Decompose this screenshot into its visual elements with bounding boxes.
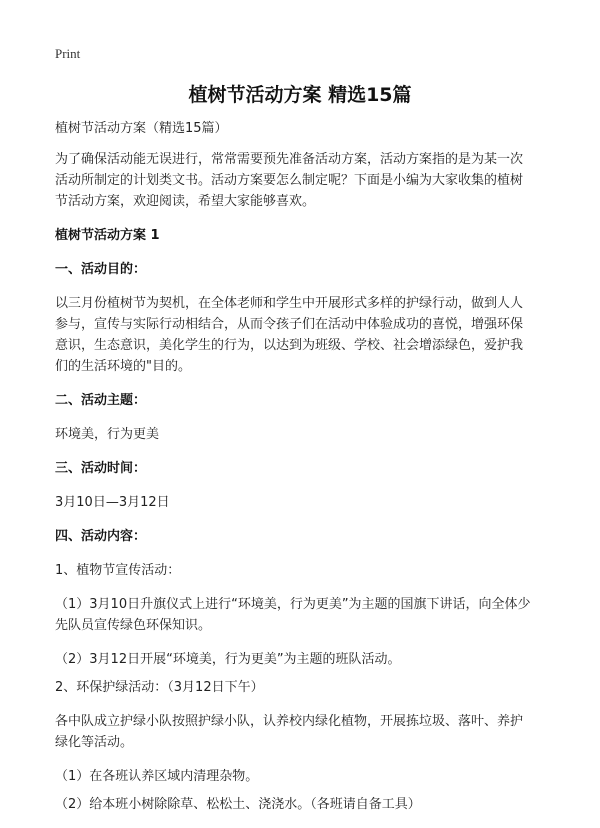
intro-paragraph xyxy=(55,149,565,212)
item2-description xyxy=(55,711,565,753)
intro-line: 活动所制定的计划类文书。活动方案要怎么制定呢？下面是小编为大家收集的植树 xyxy=(55,173,524,188)
document-title: 植树节活动方案 精选15篇 xyxy=(188,84,412,106)
item1-title: 1、植物节宣传活动： xyxy=(55,563,181,578)
item2-desc-line: 绿化等活动。 xyxy=(55,735,134,750)
purpose-paragraph xyxy=(55,293,565,377)
time-heading: 三、活动时间： xyxy=(55,461,147,476)
item1-sub2: （2）3月12日开展“环境美，行为更美”为主题的班队活动。 xyxy=(55,652,401,667)
item1-sub1 xyxy=(55,594,565,636)
item2-sub1: （1）在各班认养区域内清理杂物。 xyxy=(55,769,259,784)
purpose-line: 意识，生态意识，美化学生的行为，以达到为班级、学校、社会增添绿色，爱护我 xyxy=(55,338,524,353)
section-heading: 植树节活动方案 1 xyxy=(55,228,160,243)
purpose-line: 参与，宣传与实际行动相结合，从而令孩子们在活动中体验成功的喜悦，增强环保 xyxy=(55,317,524,332)
item1-sub1-line: （1）3月10日升旗仪式上进行“环境美，行为更美”为主题的国旗下讲话，向全体少 xyxy=(55,597,531,612)
purpose-line: 们的生活环境的"目的。 xyxy=(55,359,191,374)
document-body xyxy=(55,118,565,815)
time-text: 3月10日—3月12日 xyxy=(55,495,170,510)
item2-sub2: （2）给本班小树除除草、松松土、浇浇水。（各班请自备工具） xyxy=(55,797,421,812)
intro-line: 节活动方案，欢迎阅读，希望大家能够喜欢。 xyxy=(55,194,316,209)
content-heading: 四、活动内容： xyxy=(55,529,147,544)
item2-desc-line: 各中队成立护绿小队按照护绿小队，认养校内绿化植物，开展拣垃圾、落叶、养护 xyxy=(55,714,524,729)
intro-line: 为了确保活动能无误进行，常常需要预先准备活动方案，活动方案指的是为某一次 xyxy=(55,152,524,167)
purpose-line: 以三月份植树节为契机，在全体老师和学生中开展形式多样的护绿行动，做到人人 xyxy=(55,296,524,311)
print-label: Print xyxy=(55,46,81,61)
theme-heading: 二、活动主题： xyxy=(55,393,147,408)
theme-text: 环境美，行为更美 xyxy=(55,427,160,442)
subtitle: 植树节活动方案（精选15篇） xyxy=(55,121,228,136)
purpose-heading: 一、活动目的： xyxy=(55,262,147,277)
item1-sub1-line: 先队员宣传绿色环保知识。 xyxy=(55,618,212,633)
item2-title: 2、环保护绿活动：（3月12日下午） xyxy=(55,680,264,695)
